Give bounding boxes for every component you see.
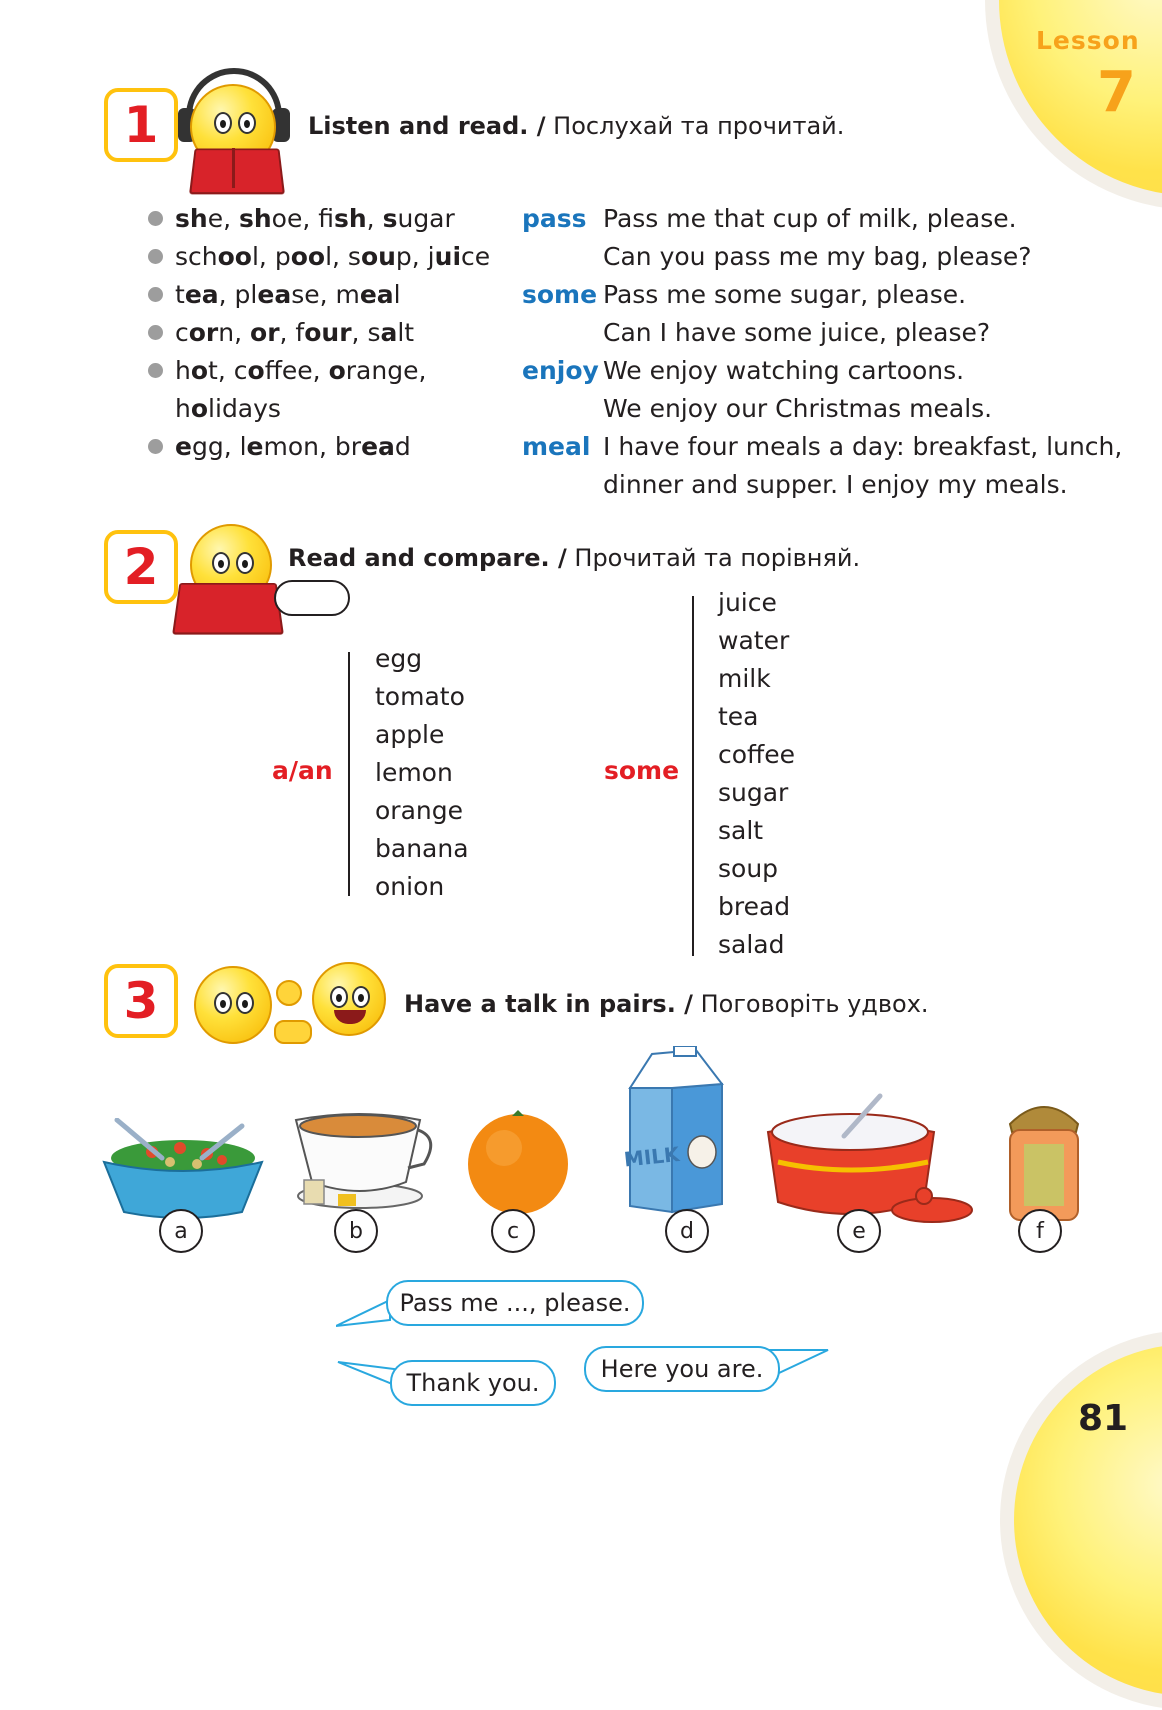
task-3-number: 3 [104, 964, 178, 1038]
some-word-list [718, 584, 795, 964]
word-item: egg [375, 644, 423, 673]
vocab-example: dinner and supper. I enjoy my meals. [603, 470, 1068, 499]
sound-row: egg, lemon, bread [148, 428, 490, 466]
vocab-row [522, 314, 1122, 352]
a-an-word-list [375, 640, 469, 906]
word-item: orange [375, 796, 463, 825]
vocab-example: Can you pass me my bag, please? [603, 242, 1032, 271]
sound-row: she, shoe, fish, sugar [148, 200, 490, 238]
sound-row: corn, or, four, salt [148, 314, 490, 352]
vocab-row [522, 428, 1122, 466]
vocab-word: some [522, 280, 598, 309]
vocab-example: We enjoy watching cartoons. [603, 356, 965, 385]
picture-letter-b: b [334, 1209, 378, 1253]
word-item: salt [718, 816, 764, 845]
vocab-example: Pass me that cup of milk, please. [603, 204, 1017, 233]
vocab-example: Can I have some juice, please? [603, 318, 991, 347]
word-item: juice [718, 588, 777, 617]
picture-letter-d: d [665, 1209, 709, 1253]
task-1-number: 1 [104, 88, 178, 162]
word-item: coffee [718, 740, 796, 769]
some-divider [692, 596, 694, 956]
picture-letter-e: e [837, 1209, 881, 1253]
task-2-instruction: Read and compare. / Прочитай та порівняй. [288, 544, 861, 572]
picture-letter-c: c [491, 1209, 535, 1253]
smiley-reading-icon [176, 524, 354, 634]
a-an-divider [348, 652, 350, 896]
vocab-word: meal [522, 432, 591, 461]
vocab-row [522, 238, 1122, 276]
vocab-example: Pass me some sugar, please. [603, 280, 967, 309]
vocab-example: We enjoy our Christmas meals. [603, 394, 993, 423]
page-number-decoration [1000, 1330, 1162, 1710]
word-item: lemon [375, 758, 453, 787]
word-item: salad [718, 930, 785, 959]
sound-row: school, pool, soup, juice [148, 238, 490, 276]
page-number: 81 [1078, 1398, 1129, 1439]
vocabulary-list [522, 200, 1122, 504]
bullet-icon [148, 325, 163, 340]
bullet-icon [148, 287, 163, 302]
word-item: tomato [375, 682, 465, 711]
bullet-icon [148, 211, 163, 226]
word-item: banana [375, 834, 469, 863]
vocab-row [522, 466, 1122, 504]
picture-letter-f: f [1018, 1209, 1062, 1253]
speech-bubble-pass-me: Pass me ..., please. [386, 1280, 644, 1326]
task-2-number: 2 [104, 530, 178, 604]
word-item: milk [718, 664, 771, 693]
picture-letter-a: a [159, 1209, 203, 1253]
word-item: tea [718, 702, 759, 731]
word-item: sugar [718, 778, 789, 807]
glasses-outline-icon [274, 580, 350, 616]
vocab-example: I have four meals a day: breakfast, lunch, [603, 432, 1123, 461]
sound-row: hot, coffee, orange, [148, 352, 490, 390]
vocab-row [522, 352, 1122, 390]
vocab-word: pass [522, 204, 587, 233]
sound-row: holidays [175, 394, 281, 423]
vocab-word: enjoy [522, 356, 599, 385]
vocab-row [522, 276, 1122, 314]
bullet-icon [148, 363, 163, 378]
sound-row: tea, please, meal [148, 276, 490, 314]
vocab-row [522, 200, 1122, 238]
word-item: bread [718, 892, 791, 921]
some-label: some [604, 756, 680, 785]
salt-shaker-picture [1004, 1094, 1084, 1228]
smiley-headphones-icon [178, 68, 290, 192]
bullet-icon [148, 439, 163, 454]
word-item: water [718, 626, 790, 655]
lesson-label: Lesson [1036, 26, 1140, 55]
tea-cup-picture [290, 1108, 436, 1216]
task-3-instruction: Have a talk in pairs. / Поговоріть удвох. [404, 990, 929, 1018]
word-item: onion [375, 872, 445, 901]
speech-bubble-thank-you: Thank you. [390, 1360, 556, 1406]
milk-carton-picture [616, 1046, 730, 1220]
sugar-bowl-picture [764, 1092, 974, 1230]
svg-text:MILK: MILK [622, 1141, 681, 1172]
sounds-list [148, 200, 490, 466]
task-1-instruction: Listen and read. / Послухай та прочитай. [308, 112, 845, 140]
a-an-label: a/an [272, 756, 333, 785]
word-item: soup [718, 854, 779, 883]
bullet-icon [148, 249, 163, 264]
vocab-row [522, 390, 1122, 428]
smileys-talking-icon [188, 958, 388, 1050]
lesson-number: 7 [1097, 60, 1136, 125]
speech-bubble-here-you-are: Here you are. [584, 1346, 780, 1392]
orange-picture [460, 1108, 576, 1220]
word-item: apple [375, 720, 445, 749]
